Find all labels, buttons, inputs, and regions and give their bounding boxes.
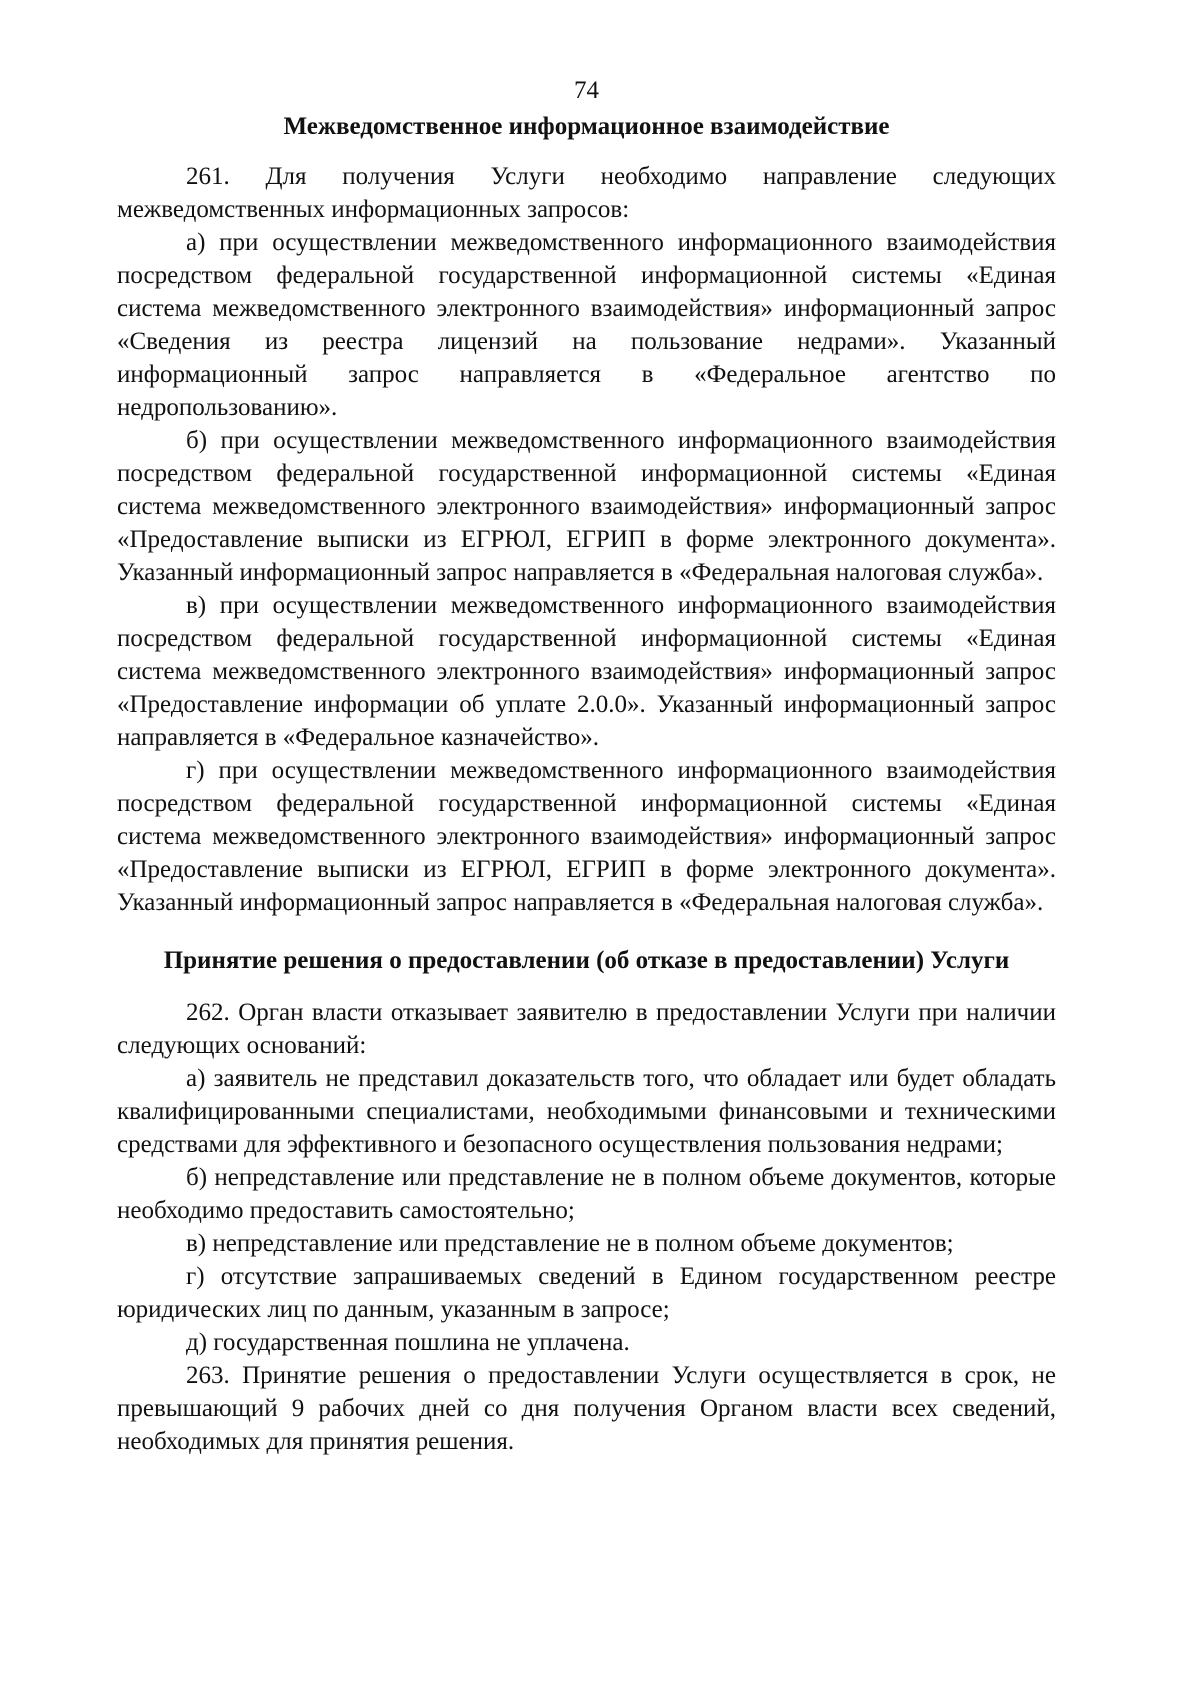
section-title-decision: Принятие решения о предоставлении (об отказе в предоставлении) Услуги xyxy=(163,947,1010,974)
paragraph-262-a: а) заявитель не представил доказательств того, что обладает или будет обладать квалифицированными специалистами, необходимыми финансовыми и техническими средствами для эффективного и безопасного осуществления пользования недрами; xyxy=(117,1065,1056,1158)
paragraph-261: 261. Для получения Услуги необходимо направление следующих межведомственных информационных запросов: xyxy=(117,163,1056,223)
paragraph-263: 263. Принятие решения о предоставлении Услуги осуществляется в срок, не превышающий 9 рабочих дней со дня получения Органом власти всех сведений, необходимых для принятия решения. xyxy=(117,1362,1056,1455)
paragraph-262: 262. Орган власти отказывает заявителю в предоставлении Услуги при наличии следующих оснований: xyxy=(117,999,1056,1059)
paragraph-261-b: б) при осуществлении межведомственного информационного взаимодействия посредством федеральной государственной информационной системы «Единая система межведомственного электронного взаимодействия» информационный запрос «Предоставление выписки из ЕГРЮЛ, ЕГРИП в форме электронного документа». Указанный информационный запрос направляется в «Федеральная налоговая служба». xyxy=(117,427,1056,586)
paragraph-262-d: д) государственная пошлина не уплачена. xyxy=(186,1329,630,1356)
paragraph-262-v: в) непредставление или представление не в полном объеме документов; xyxy=(186,1230,954,1257)
paragraph-261-g: г) при осуществлении межведомственного информационного взаимодействия посредством федеральной государственной информационной системы «Единая система межведомственного электронного взаимодействия» информационный запрос «Предоставление выписки из ЕГРЮЛ, ЕГРИП в форме электронного документа». Указанный информационный запрос направляется в «Федеральная налоговая служба». xyxy=(117,757,1056,916)
page-number: 74 xyxy=(574,77,599,104)
section-title-interagency: Межведомственное информационное взаимодействие xyxy=(283,113,890,140)
section-body-interagency xyxy=(117,160,1056,919)
paragraph-262-g: г) отсутствие запрашиваемых сведений в Едином государственном реестре юридических лиц по данным, указанным в запросе; xyxy=(117,1263,1056,1323)
paragraph-261-a: а) при осуществлении межведомственного информационного взаимодействия посредством федеральной государственной информационной системы «Единая система межведомственного электронного взаимодействия» информационный запрос «Сведения из реестра лицензий на пользование недрами». Указанный информационный запрос направляется в «Федеральное агентство по недропользованию». xyxy=(117,229,1056,421)
paragraph-261-v: в) при осуществлении межведомственного информационного взаимодействия посредством федеральной государственной информационной системы «Единая система межведомственного электронного взаимодействия» информационный запрос «Предоставление информации об уплате 2.0.0». Указанный информационный запрос направляется в «Федеральное казначейство». xyxy=(117,592,1056,751)
section-body-decision xyxy=(117,996,1056,1458)
paragraph-262-b: б) непредставление или представление не в полном объеме документов, которые необходимо предоставить самостоятельно; xyxy=(117,1164,1056,1224)
